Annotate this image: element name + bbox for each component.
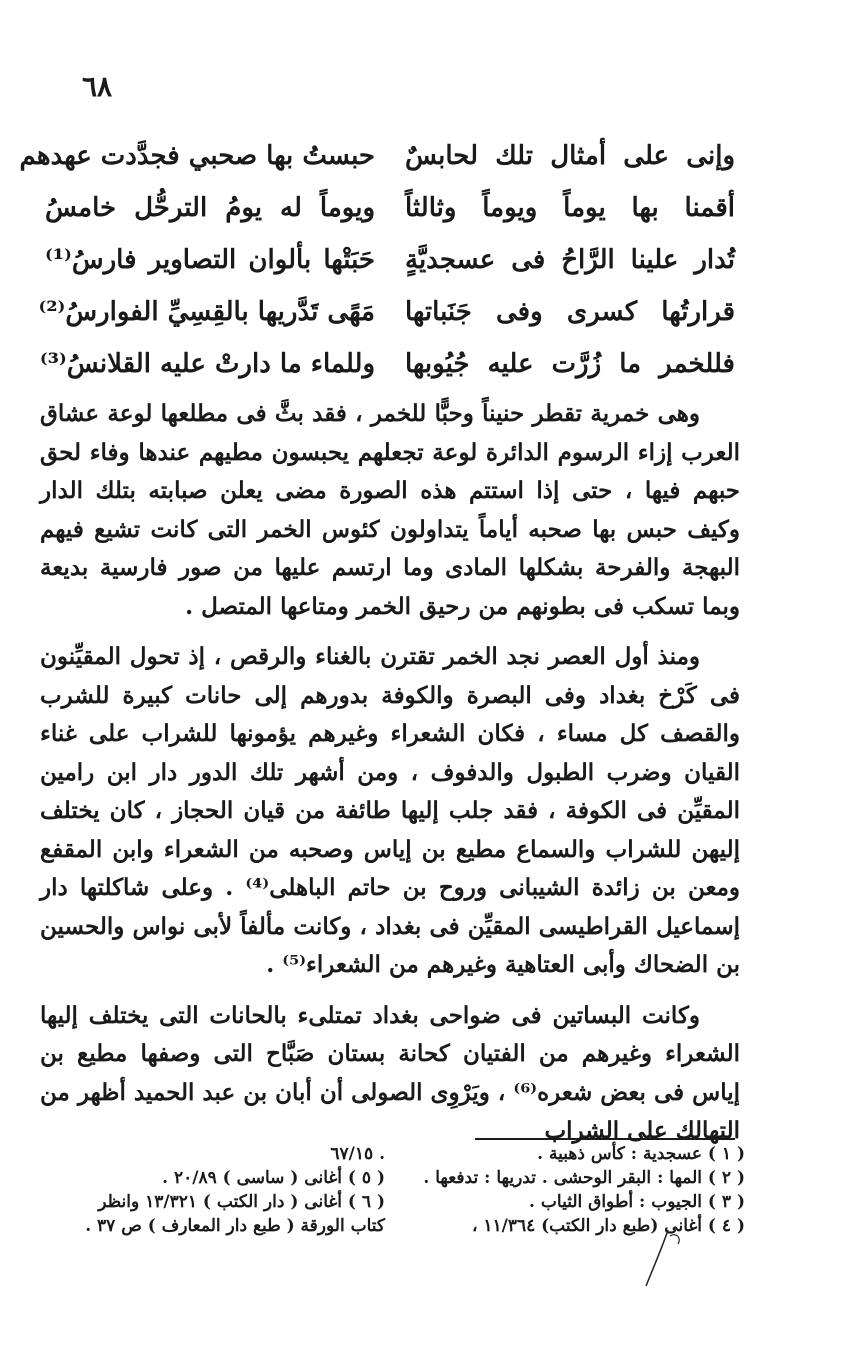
verse-second-hemistich: حَبَتْها بألوان التصاوير فارسُ⁽¹⁾ [45,245,375,275]
paragraph: وهى خمرية تقطر حنيناً وحبًّا للخمر ، فقد بثَّ فى مطلعها لوعة عشاق العرب إزاء الرسوم الدائرة لوعة تجعلهم يحبسون مطيهم عندها وفاء لحق حبهم فيها ، حتى إذا استتم هذه الصورة مضى يعلن صبابته بتلك الدار وكيف حبس بها صحبه أياماً يتداولون كئوس الخمر التى كانت تشيع فيهم البهجة والفرحة بشكلها المادى وما ارتسم عليها من صور فارسية بديعة وبما تسكب فى بطونهم من رحيق الخمر ومتاعها المتصل . [40,400,740,620]
paragraph: ومنذ أول العصر نجد الخمر تقترن بالغناء والرقص ، إذ تحول المقيِّنون فى كَرْخ بغداد وفى البصرة والكوفة بدورهم إلى حانات كبيرة للشرب والقصف كل مساء ، فكان الشعراء وغيرهم يؤمونها للشراب على غناء القيان وضرب الطبول والدفوف ، ومن أشهر تلك الدور دار ابن رامين المقيِّن فى الكوفة ، فقد جلب إليها طائفة من قيان الحجاز ، كان يختلف إليهن للشراب والسماع مطيع بن إياس وصحبه من الشعراء وابن المقفع ومعن بن زائدة الشيبانى وروح بن حاتم الباهلى⁽⁴⁾ . وعلى شاكلتها دار إسماعيل القراطيسى المقيِّن فى بغداد ، وكانت مألفاً لأبى نواس والحسين بن الضحاك وأبى العتاهية وغيرهم من الشعراء⁽⁵⁾ . [40,643,740,978]
footnote: ( ٤ ) أغانى (طبع دار الكتب) ١١/٣٦٤ ، [471,1216,745,1236]
verse-second-hemistich: وللماء ما دارتْ عليه القلانسُ⁽³⁾ [39,349,375,379]
verse-line [45,234,735,286]
footnote: كتاب الورقة ( طبع دار المعارف ) ص ٣٧ . [85,1216,385,1236]
verse-first-hemistich: أقمنا بها يوماً ويوماً وثالثاً [405,193,735,223]
verse-first-hemistich: قرارتُها كسرى وفى جَنَباتها [405,297,735,327]
verse-line [38,286,735,338]
footnote: ( ٢ ) المها : البقر الوحشى . تدريها : تدفعها . [423,1168,745,1188]
handwritten-pen-mark [640,1228,690,1288]
footnote: ( ٦ ) أغانى ( دار الكتب ) ١٣/٣٢١ وانظر [98,1192,385,1212]
verse-line [39,338,735,390]
verse-line [45,182,735,234]
footnotes-right-column [415,1142,745,1238]
footnote: . ٦٧/١٥ [330,1144,385,1164]
verse-second-hemistich: ويوماً له يومُ الترحُّل خامسُ [45,193,375,223]
poem [19,130,735,390]
paragraph: وكانت البساتين فى ضواحى بغداد تمتلىء بالحانات التى يختلف إليها الشعراء وغيرهم من الفتيان كحانة بستان صَبَّاح التى وصفها مطيع بن إياس فى بعض شعره⁽⁶⁾ ، ويَرْوِى الصولى أن أبان بن عبد الحميد أظهر من التهالك على الشراب [40,1001,741,1144]
body-text [40,395,740,1163]
footnotes-left-column [55,1142,385,1238]
verse-first-hemistich: فللخمر ما زُرَّت عليه جُيُوبها [405,349,735,379]
verse-first-hemistich: تُدار علينا الرَّاحُ فى عسجديَّةٍ [405,245,735,275]
page-number: ٦٨ [82,70,113,103]
verse-second-hemistich: مَهًى تَدَّريها بالقِسِيِّ الفوارسُ⁽²⁾ [38,297,375,327]
verse-first-hemistich: وإنى على أمثال تلك لحابسٌ [405,141,735,171]
footnote: ( ٥ ) أغانى ( ساسى ) ٢٠/٨٩ . [162,1168,385,1188]
footnote: ( ١ ) عسجدية : كأس ذهبية . [537,1144,745,1164]
verse-second-hemistich: حبستُ بها صحبي فجدَّدت عهدهم [19,141,375,171]
footnote-divider [475,1138,735,1140]
verse-line [19,130,735,182]
footnote: ( ٣ ) الجيوب : أطواق الثياب . [529,1192,745,1212]
footnotes [55,1142,745,1238]
